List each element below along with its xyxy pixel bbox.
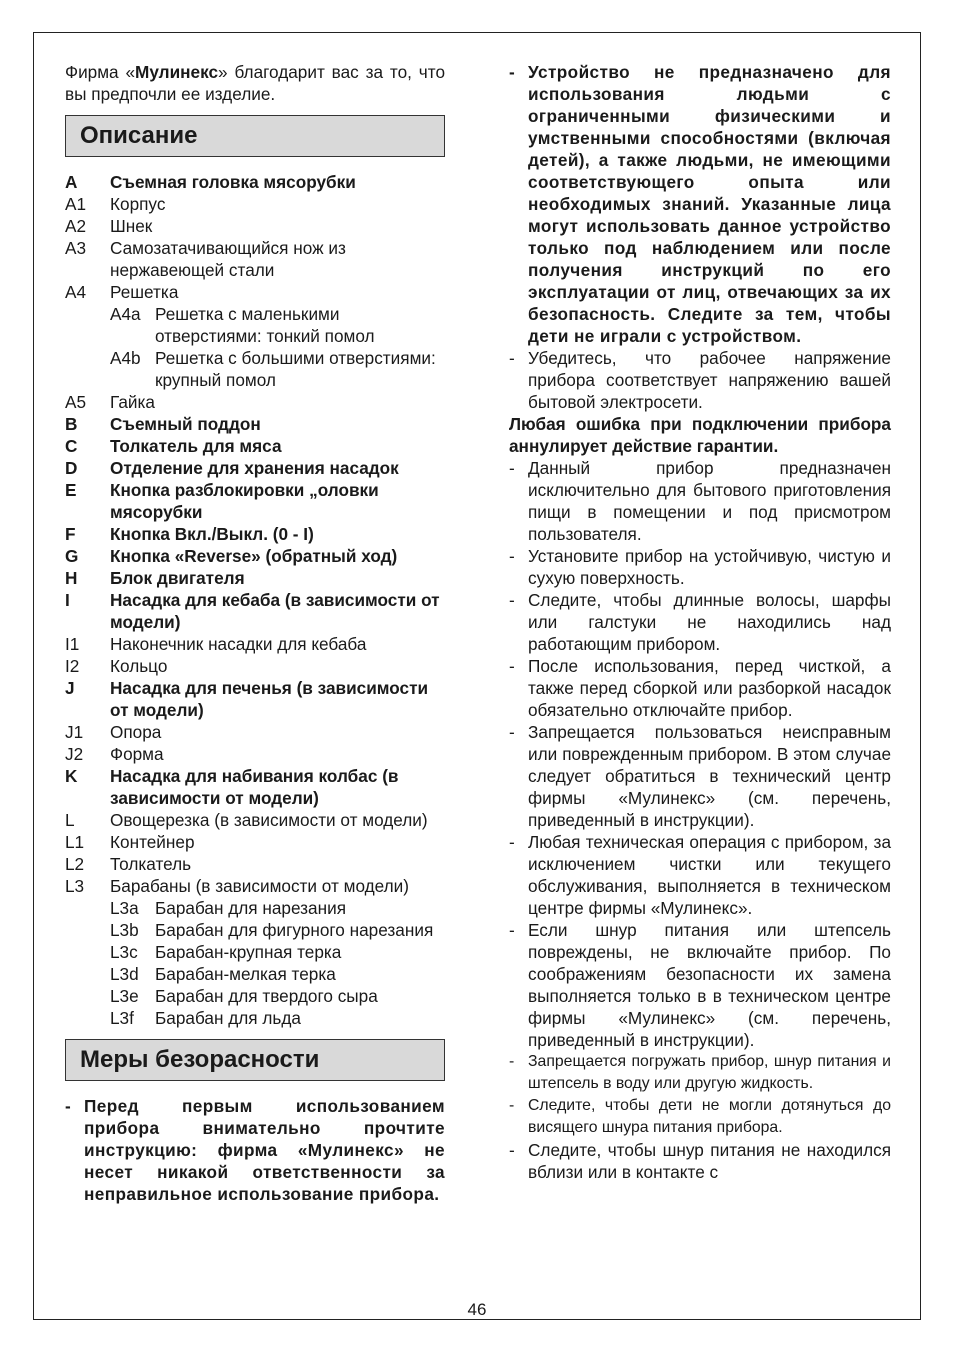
safety-text: Запрещается пользоваться неисправным или поврежденным прибором. В этом случае следует обратиться в технический центр фирмы «Мулинекс» (см. перечень, приведенный в инструкции). — [528, 722, 891, 830]
right-column — [509, 61, 891, 1183]
item-text: Овощерезка (в зависимости от модели) — [110, 810, 428, 830]
item-code: J1 — [65, 722, 84, 742]
item-text: Барабан-крупная терка — [155, 942, 342, 962]
item-text: Форма — [110, 744, 164, 764]
safety-item — [509, 1139, 891, 1183]
description-item — [65, 919, 445, 941]
description-item — [65, 435, 445, 457]
description-item — [65, 809, 445, 831]
item-text: Наконечник насадки для кебаба — [110, 634, 367, 654]
item-code: A4 — [65, 282, 87, 302]
description-item — [65, 281, 445, 303]
item-code: L3 — [65, 876, 85, 896]
safety-text: Устройство не предназначено для использования людьми с ограниченными физическими и умственными способностями (включая детей), а также людьми, не имеющими соответствующего опыта или необходимых знаний. Указанные лица могут использовать данное устройство только под наблюдением или после получения инструкций по его эксплуатации от лиц, отвечающих за их безопасность. Следите за тем, чтобы дети не играли с устройством. — [528, 62, 891, 346]
item-text: Барабан для льда — [155, 1008, 301, 1028]
item-code: I2 — [65, 656, 80, 676]
safety-item — [509, 1051, 891, 1095]
safety-item — [509, 1095, 891, 1139]
item-text: Кнопка Вкл./Выкл. (0 - I) — [110, 524, 314, 544]
description-item — [65, 589, 445, 633]
description-item — [65, 941, 445, 963]
description-item — [65, 853, 445, 875]
item-code: I — [65, 590, 70, 610]
item-text: Решетка — [110, 282, 179, 302]
description-item — [65, 215, 445, 237]
safety-item — [509, 831, 891, 919]
item-text: Барабан для нарезания — [155, 898, 347, 918]
safety-list-right-continued — [509, 457, 891, 1183]
left-column — [65, 61, 445, 1205]
description-item — [65, 633, 445, 655]
item-code: A4b — [110, 348, 141, 368]
description-item — [65, 347, 445, 391]
safety-text: Следите, чтобы длинные волосы, шарфы или галстуки не находились над работающим прибором. — [528, 590, 891, 654]
safety-list-right — [509, 61, 891, 413]
safety-text: После использования, перед чисткой, а также перед сборкой или разборкой насадок обязательно отключайте прибор. — [528, 656, 891, 720]
item-code: L3f — [110, 1008, 134, 1028]
description-item — [65, 985, 445, 1007]
item-code: C — [65, 436, 78, 456]
item-text: Барабаны (в зависимости от модели) — [110, 876, 409, 896]
item-code: B — [65, 414, 78, 434]
description-item — [65, 171, 445, 193]
safety-item — [509, 457, 891, 545]
safety-text: Установите прибор на устойчивую, чистую и сухую поверхность. — [528, 546, 891, 588]
description-item — [65, 545, 445, 567]
item-text: Решетка с большими отверстиями: крупный помол — [155, 348, 436, 390]
bullet-dash: - — [509, 458, 515, 478]
safety-list-left — [65, 1095, 445, 1205]
description-item — [65, 677, 445, 721]
item-code: D — [65, 458, 78, 478]
safety-text: Данный прибор предназначен исключительно для бытового приготовления пищи в помещении и под присмотром пользователя. — [528, 458, 891, 544]
item-code: J2 — [65, 744, 84, 764]
safety-item — [509, 721, 891, 831]
item-code: A3 — [65, 238, 87, 258]
item-text: Съемная головка мясорубки — [110, 172, 356, 192]
description-item — [65, 413, 445, 435]
description-item — [65, 743, 445, 765]
description-item — [65, 479, 445, 523]
item-text: Насадка для набивания колбас (в зависимости от модели) — [110, 766, 399, 808]
safety-item — [509, 61, 891, 347]
safety-heading: Меры безорасности — [65, 1039, 445, 1081]
description-item — [65, 655, 445, 677]
bullet-dash: - — [509, 590, 515, 610]
item-code: J — [65, 678, 75, 698]
description-item — [65, 831, 445, 853]
item-text: Толкатель для мяса — [110, 436, 282, 456]
description-item — [65, 721, 445, 743]
item-code: A5 — [65, 392, 87, 412]
bullet-dash: - — [65, 1096, 71, 1116]
bullet-dash: - — [509, 1140, 515, 1160]
item-text: Барабан для твердого сыра — [155, 986, 378, 1006]
item-text: Контейнер — [110, 832, 195, 852]
item-text: Съемный поддон — [110, 414, 261, 434]
safety-text: Если шнур питания или штепсель повреждены, не включайте прибор. По соображениям безопасности их замена выполняется только в в техническом центре фирмы «Мулинекс» (см. перечень, приведенный в инструкции). — [528, 920, 891, 1050]
safety-text: Перед первым использованием прибора внимательно прочтите инструкцию: фирма «Мулинекс» не несет никакой ответственности за неправильное использование прибора. — [84, 1096, 445, 1204]
item-text: Насадка для печенья (в зависимости от модели) — [110, 678, 429, 720]
item-code: A — [65, 172, 78, 192]
description-item — [65, 897, 445, 919]
bullet-dash: - — [509, 722, 515, 742]
description-item — [65, 963, 445, 985]
intro-text: Фирма «Мулинекс» благодарит вас за то, что вы предпочли ее изделие. — [65, 62, 445, 104]
item-code: F — [65, 524, 76, 544]
bullet-dash: - — [509, 656, 515, 676]
item-text: Насадка для кебаба (в зависимости от модели) — [110, 590, 440, 632]
item-text: Гайка — [110, 392, 155, 412]
description-item — [65, 391, 445, 413]
item-code: G — [65, 546, 79, 566]
safety-item — [509, 655, 891, 721]
description-heading: Описание — [65, 115, 445, 157]
item-text: Кольцо — [110, 656, 168, 676]
description-item — [65, 237, 445, 281]
item-code: H — [65, 568, 78, 588]
safety-text: Запрещается погружать прибор, шнур питания и штепсель в воду или другую жидкость. — [528, 1053, 891, 1092]
item-text: Блок двигателя — [110, 568, 245, 588]
item-code: L3e — [110, 986, 139, 1006]
item-code: K — [65, 766, 78, 786]
safety-text: Любая техническая операция с прибором, за исключением чистки или текущего обслуживания, выполняется в техническом центре фирмы «Мулинекс». — [528, 832, 891, 918]
bullet-dash: - — [509, 832, 515, 852]
description-item — [65, 193, 445, 215]
item-code: E — [65, 480, 77, 500]
safety-text: Следите, чтобы дети не могли дотянуться до висящего шнура питания прибора. — [528, 1097, 891, 1136]
item-code: L3a — [110, 898, 139, 918]
description-item — [65, 523, 445, 545]
safety-text: Следите, чтобы шнур питания не находился вблизи или в контакте с — [528, 1140, 891, 1182]
item-code: L1 — [65, 832, 85, 852]
safety-item — [509, 347, 891, 413]
item-code: A4a — [110, 304, 141, 324]
item-text: Шнек — [110, 216, 153, 236]
description-list — [65, 171, 445, 1029]
description-item — [65, 875, 445, 897]
item-text: Толкатель — [110, 854, 192, 874]
bullet-dash: - — [509, 1053, 515, 1070]
item-text: Барабан-мелкая терка — [155, 964, 336, 984]
bullet-dash: - — [509, 1097, 515, 1114]
safety-item — [509, 589, 891, 655]
page-number: 46 — [467, 1300, 487, 1319]
bullet-dash: - — [509, 62, 515, 82]
item-code: A1 — [65, 194, 87, 214]
description-item — [65, 567, 445, 589]
warranty-note: Любая ошибка при подключении прибора аннулирует действие гарантии. — [509, 414, 891, 456]
description-item — [65, 303, 445, 347]
item-text: Кнопка «Reverse» (обратный ход) — [110, 546, 398, 566]
item-code: L3c — [110, 942, 138, 962]
item-code: L3d — [110, 964, 139, 984]
item-code: I1 — [65, 634, 80, 654]
item-text: Корпус — [110, 194, 166, 214]
safety-item — [509, 919, 891, 1051]
safety-item — [509, 545, 891, 589]
description-item — [65, 765, 445, 809]
bullet-dash: - — [509, 348, 515, 368]
safety-item — [65, 1095, 445, 1205]
item-text: Опора — [110, 722, 162, 742]
bullet-dash: - — [509, 546, 515, 566]
description-item — [65, 457, 445, 479]
item-text: Барабан для фигурного нарезания — [155, 920, 434, 940]
page-frame — [33, 32, 921, 1320]
bullet-dash: - — [509, 920, 515, 940]
item-text: Кнопка разблокировки „оловки мясорубки — [110, 480, 379, 522]
item-text: Отделение для хранения насадок — [110, 458, 399, 478]
item-code: L3b — [110, 920, 139, 940]
item-text: Самозатачивающийся нож из нержавеющей стали — [110, 238, 346, 280]
item-text: Решетка с маленькими отверстиями: тонкий помол — [155, 304, 375, 346]
item-code: L2 — [65, 854, 85, 874]
item-code: L — [65, 810, 75, 830]
description-item — [65, 1007, 445, 1029]
item-code: A2 — [65, 216, 87, 236]
safety-text: Убедитесь, что рабочее напряжение прибора соответствует напряжению вашей бытовой электросети. — [528, 348, 891, 412]
